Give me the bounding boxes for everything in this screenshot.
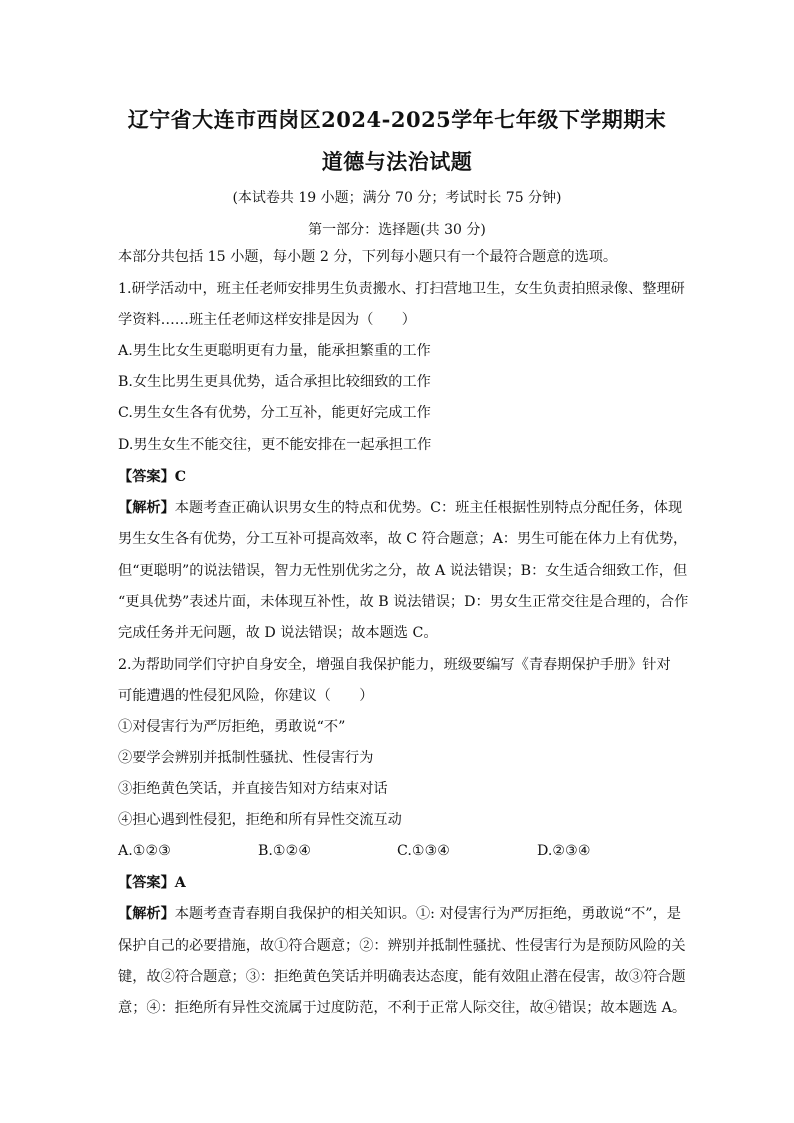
q2-stem-line2: 可能遭遇的性侵犯风险，你建议（ ） (118, 688, 374, 704)
q1-option-a: A.男生比女生更聪明更有力量，能承担繁重的工作 (118, 343, 431, 359)
q2-analysis-line1 (118, 905, 688, 923)
instructions: 本部分共包括 15 小题，每小题 2 分，下列每小题只有一个最符合题意的选项。 (118, 249, 618, 265)
exam-title-line1: 辽宁省大连市西岗区2024-2025学年七年级下学期期末 (127, 107, 667, 132)
q1-answer: 【答案】C (118, 469, 187, 485)
q2-answer: 【答案】A (118, 875, 186, 891)
q2-stem-line1: 2.为帮助同学们守护自身安全，增强自我保护能力，班级要编写《青春期保护手册》针对 (118, 657, 671, 673)
q2-item-4: ④担心遇到性侵犯，拒绝和所有异性交流互动 (118, 812, 402, 828)
q1-analysis-line4: “更具优势”表述片面，未体现互补性，故 B 说法错误；D：男女生正常交往是合理的，合作 (118, 594, 689, 610)
q1-analysis-label: 【解析】 (118, 500, 175, 516)
exam-info: (本试卷共 19 小题；满分 70 分；考试时长 75 分钟) (232, 190, 562, 206)
q2-option-d: D.②③④ (537, 843, 591, 859)
q2-item-2: ②要学会辨别并抵制性骚扰、性侵害行为 (118, 750, 374, 766)
q1-option-b: B.女生比男生更具优势，适合承担比较细致的工作 (118, 374, 431, 390)
q2-option-b: B.①②④ (258, 843, 312, 859)
q1-stem-line1: 1.研学活动中，班主任老师安排男生负责搬水、打扫营地卫生，女生负责拍照录像、整理研 (118, 281, 685, 297)
q2-analysis-line2: 保护自己的必要措施，故①符合题意；②：辨别并抵制性骚扰、性侵害行为是预防风险的关 (118, 938, 686, 954)
q1-analysis-line2: 男生女生各有优势，分工互补可提高效率，故 C 符合题意；A：男生可能在体力上有优势， (118, 531, 688, 547)
q2-analysis-label: 【解析】 (118, 906, 175, 922)
q2-option-c: C.①③④ (397, 843, 451, 859)
q2-item-1: ①对侵害行为严厉拒绝，勇敢说“不” (118, 719, 346, 735)
exam-title-line2: 道德与法治试题 (321, 149, 473, 174)
q2-option-a: A.①②③ (118, 843, 171, 859)
q2-item-3: ③拒绝黄色笑话，并直接告知对方结束对话 (118, 781, 388, 797)
q2-analysis-text: 本题考查青春期自我保护的相关知识。①: 对侵害行为严厉拒绝，勇敢说“不”，是 (174, 906, 681, 922)
q1-stem-line2: 学资料……班主任老师这样安排是因为（ ） (118, 312, 416, 328)
q1-analysis-line1 (118, 499, 688, 517)
q2-analysis-line4: 意；④：拒绝所有异性交流属于过度防范，不利于正常人际交往，故④错误；故本题选 A。 (118, 1000, 687, 1016)
q1-analysis-line5: 完成任务并无问题，故 D 说法错误；故本题选 C。 (118, 625, 438, 641)
q2-analysis-line3: 键，故②符合题意；③：拒绝黄色笑话并明确表达态度，能有效阻止潜在侵害，故③符合题 (118, 969, 686, 985)
q1-option-d: D.男生女生不能交往，更不能安排在一起承担工作 (118, 437, 432, 453)
q1-analysis-text: 本题考查正确认识男女生的特点和优势。C：班主任根据性别特点分配任务，体现 (174, 500, 683, 516)
q1-option-c: C.男生女生各有优势，分工互补，能更好完成工作 (118, 405, 431, 421)
section-header: 第一部分：选择题(共 30 分) (308, 222, 486, 238)
q1-analysis-line3: 但“更聪明”的说法错误，智力无性别优劣之分，故 A 说法错误；B：女生适合细致工作，但 (118, 563, 688, 579)
